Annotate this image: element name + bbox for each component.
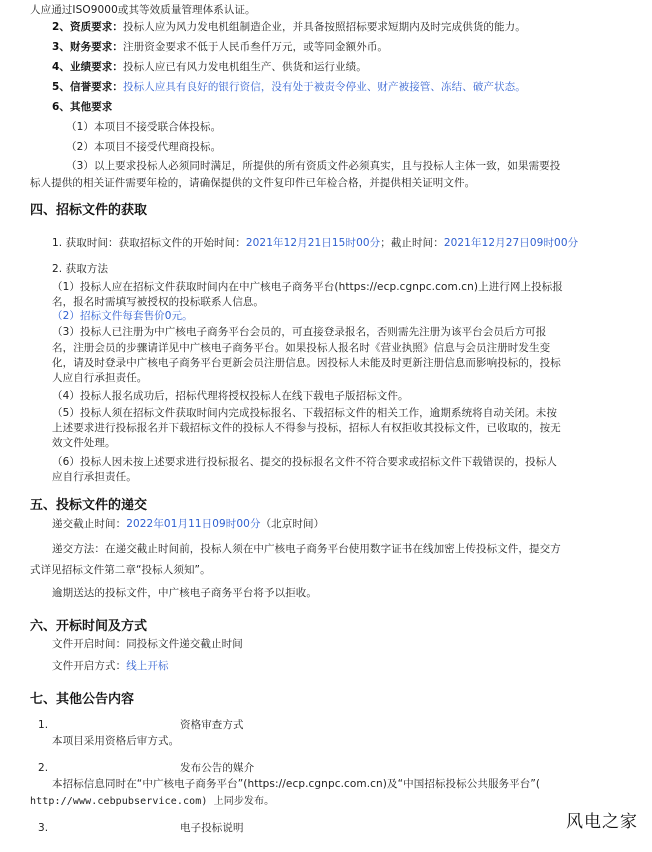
deadline-value: 2022年01月11日09时00分 — [126, 518, 261, 530]
method-3-line-1: （3）投标人已注册为中广核电子商务平台会员的，可直接登录报名，否则需先注册为该平台会员后方可报 — [52, 326, 547, 338]
notice-item-1-title: 资格审查方式 — [180, 719, 244, 731]
opening-way-line — [52, 659, 169, 673]
qualification-item-2 — [52, 20, 526, 34]
qualification-text: 注册资金要求不低于人民币叁仟万元，或等同金额外币。 — [123, 41, 389, 53]
method-2-price: （2）招标文件每套售价0元。 — [52, 310, 193, 322]
qualification-label: 2、资质要求： — [52, 21, 124, 33]
section-4-heading: 四、招标文件的获取 — [30, 203, 148, 218]
method-3-line-2: 名，注册会员的步骤请详见中广核电子商务平台。如果投标人报名时《营业执照》信息与会员注册时发生变 — [52, 342, 551, 354]
qualification-label: 4、业绩要求： — [52, 61, 124, 73]
opening-time: 文件开启时间：同投标文件递交截止时间 — [52, 638, 243, 650]
notice-item-1-text: 本项目采用资格后审方式。 — [52, 735, 180, 747]
method-5-line-2: 上述要求进行投标报名并下载招标文件的投标人不得参与投标，招标人有权拒收其投标文件，已收取的，按无 — [52, 422, 561, 434]
qualification-iso-line: 人应通过ISO9000或其等效质量管理体系认证。 — [30, 4, 256, 16]
qualification-label: 3、财务要求： — [52, 41, 124, 53]
method-6-line-1: （6）投标人因未按上述要求进行投标报名、提交的投标报名文件不符合要求或招标文件下载错误的，投标人 — [52, 456, 557, 468]
submission-deadline-line — [52, 517, 324, 531]
acquisition-time-mid: ；截止时间： — [380, 237, 444, 249]
deadline-label: 递交截止时间： — [52, 518, 127, 530]
notice-item-3-title: 电子投标说明 — [180, 822, 244, 834]
submission-method-line-1: 递交方法：在递交截止时间前，投标人须在中广核电子商务平台使用数字证书在线加密上传投标文件，提交方 — [52, 543, 561, 555]
other-requirement-1: （1）本项目不接受联合体投标。 — [66, 121, 222, 133]
opening-way-label: 文件开启方式： — [52, 660, 127, 672]
notice-item-1-number: 1. — [38, 719, 49, 731]
submission-method-line-2: 式详见招标文件第二章“投标人须知”。 — [30, 564, 211, 576]
method-5-line-3: 效文件处理。 — [52, 437, 116, 449]
method-5-line-1: （5）投标人须在招标文件获取时间内完成投标报名、下载招标文件的相关工作，逾期系统将自动关闭。未按 — [52, 407, 557, 419]
method-6-line-2: 应自行承担责任。 — [52, 471, 137, 483]
notice-item-2-title: 发布公告的媒介 — [180, 762, 255, 774]
notice-item-2-text-line-1: 本招标信息同时在“中广核电子商务平台”(https://ecp.cgnpc.com.cn)及“中国招标投标公共服务平台”( — [52, 778, 541, 790]
qualification-text: 投标人应已有风力发电机组生产、供货和运行业绩。 — [123, 61, 367, 73]
acquisition-time-prefix: 1. 获取时间：获取招标文件的开始时间： — [52, 237, 246, 249]
qualification-item-6-label: 6、其他要求 — [52, 101, 113, 113]
notice-item-2-text-line-2: http://www.cebpubservice.com) 上同步发布。 — [30, 796, 275, 807]
notice-item-3-number: 3. — [38, 822, 49, 834]
method-1-line-2: 名，报名时需填写被授权的投标联系人信息。 — [52, 296, 264, 308]
qualification-text: 投标人应为风力发电机组制造企业，并具备按照招标要求短期内及时完成供货的能力。 — [123, 21, 526, 33]
acquisition-method-label: 2. 获取方法 — [52, 263, 109, 275]
notice-item-2-number: 2. — [38, 762, 49, 774]
deadline-timezone: （北京时间） — [260, 518, 325, 530]
other-requirement-3-line-1: （3）以上要求投标人必须同时满足，所提供的所有资质文件必须真实，且与投标人主体一致，如果需要投 — [66, 160, 561, 172]
section-7-heading: 七、其他公告内容 — [30, 692, 135, 707]
other-requirement-3-line-2: 标人提供的相关证件需要年检的，请确保提供的文件复印件已年检合格，并提供相关证明文件。 — [30, 177, 476, 189]
qualification-item-3 — [52, 40, 388, 54]
watermark-text: 风电之家 — [566, 812, 638, 832]
other-requirement-2: （2）本项目不接受代理商投标。 — [66, 141, 222, 153]
qualification-label: 5、信誉要求： — [52, 81, 124, 93]
qualification-item-4 — [52, 60, 367, 74]
section-6-heading: 六、开标时间及方式 — [30, 619, 148, 634]
method-3-line-3: 化，请及时登录中广核电子商务平台更新会员注册信息。因投标人未能及时更新注册信息而影响投标的，投标 — [52, 357, 561, 369]
method-4: （4）投标人报名成功后，招标代理将授权投标人在线下载电子版招标文件。 — [52, 390, 409, 402]
section-5-heading: 五、投标文件的递交 — [30, 498, 148, 513]
late-submission-note: 逾期送达的投标文件，中广核电子商务平台将予以拒收。 — [52, 587, 317, 599]
acquisition-end-time: 2021年12月27日09时00分 — [443, 237, 579, 249]
opening-way-value: 线上开标 — [126, 660, 169, 672]
acquisition-time-line — [52, 236, 578, 250]
acquisition-start-time: 2021年12月21日15时00分 — [245, 237, 381, 249]
method-3-line-4: 人应自行承担责任。 — [52, 372, 148, 384]
qualification-item-5 — [52, 80, 526, 94]
method-1-line-1: （1）投标人应在招标文件获取时间内在中广核电子商务平台(https://ecp.cgnpc.com.cn)上进行网上投标报 — [52, 281, 563, 293]
qualification-text: 投标人应具有良好的银行资信，没有处于被责令停业、财产被接管、冻结、破产状态。 — [123, 81, 526, 93]
